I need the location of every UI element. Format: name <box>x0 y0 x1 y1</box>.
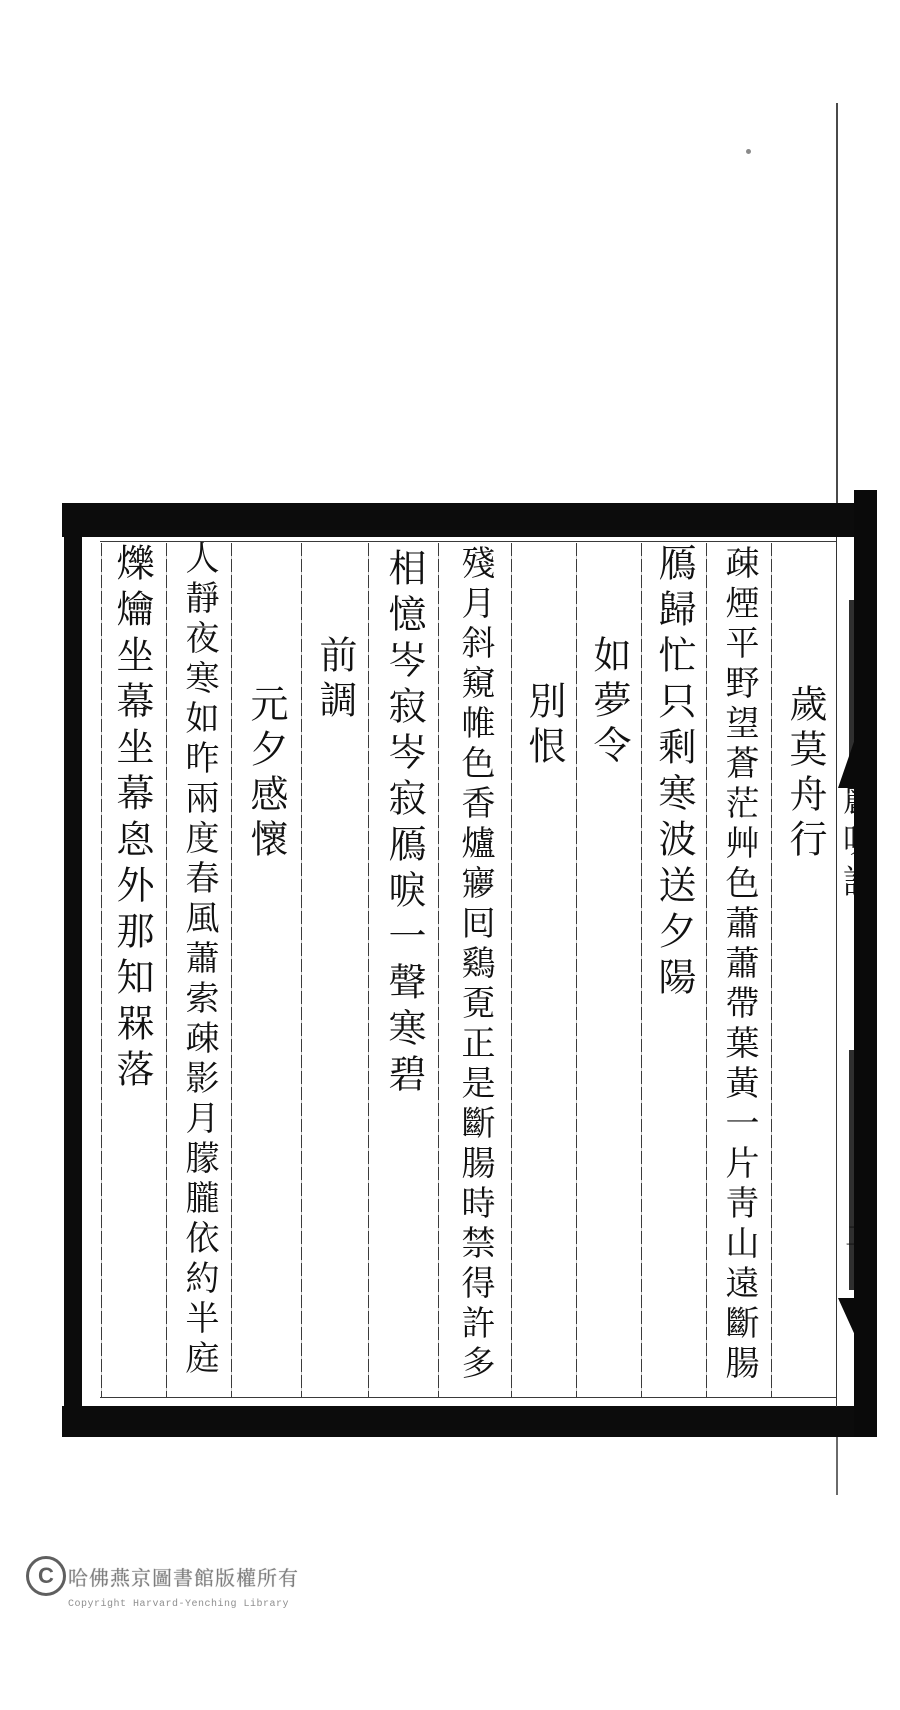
verse-column: 相憶岑寂岑寂鴈唳一聲寒碧 <box>382 548 424 1100</box>
fold-fishtail-mark-upper <box>838 733 857 788</box>
column-rule <box>771 543 772 1398</box>
verse-column: 爍爚坐幕坐幕恖外那知槑落 <box>110 543 152 1095</box>
poem-title-column: 元夕感懷 <box>244 684 286 864</box>
column-rule <box>706 543 707 1398</box>
scan-speck <box>746 149 751 154</box>
column-rule <box>641 543 642 1398</box>
copyright-stamp-english: Copyright Harvard-Yenching Library <box>68 1599 290 1610</box>
column-rule <box>368 543 369 1398</box>
poem-title-column: 歲莫舟行 <box>783 684 825 864</box>
poem-title-column: 別恨 <box>522 681 564 771</box>
tune-name-column: 前調 <box>313 635 355 725</box>
verse-column: 人靜夜寒如昨兩度春風蕭索疎影月朦朧依約半庭 <box>180 540 217 1380</box>
column-rule <box>301 543 302 1398</box>
copyright-symbol-letter: C <box>38 1563 54 1588</box>
binding-edge-shadow <box>854 490 877 1437</box>
frame-inner-bottom-line <box>100 1397 837 1398</box>
tune-name-column: 如夢令 <box>587 635 629 770</box>
column-rule <box>438 543 439 1398</box>
page-edge-line-top <box>836 103 838 503</box>
copyright-stamp-chinese: 哈佛燕京圖書館版權所有 <box>68 1568 299 1590</box>
binding-edge-shadow-inner <box>849 1050 855 1290</box>
frame-top-border <box>62 503 854 537</box>
verse-column: 疎煙平野望蒼茫艸色蕭蕭帶葉黃一片靑山遠斷腸 <box>720 545 757 1385</box>
frame-inner-right-line <box>836 537 837 1407</box>
verse-column: 殘月斜窺帷色香爐㝱囘鷄覔正是斷腸時禁得許多 <box>456 545 493 1385</box>
column-rule <box>511 543 512 1398</box>
frame-bottom-border <box>62 1406 854 1437</box>
frame-left-border <box>64 503 82 1437</box>
column-rule <box>101 543 102 1398</box>
copyright-symbol-icon <box>26 1556 66 1596</box>
column-rule <box>231 543 232 1398</box>
verse-column: 鴈歸忙只剩寒波送夕陽 <box>652 543 694 1003</box>
page-edge-line-bottom <box>836 1437 838 1495</box>
column-rule <box>166 543 167 1398</box>
column-rule <box>576 543 577 1398</box>
